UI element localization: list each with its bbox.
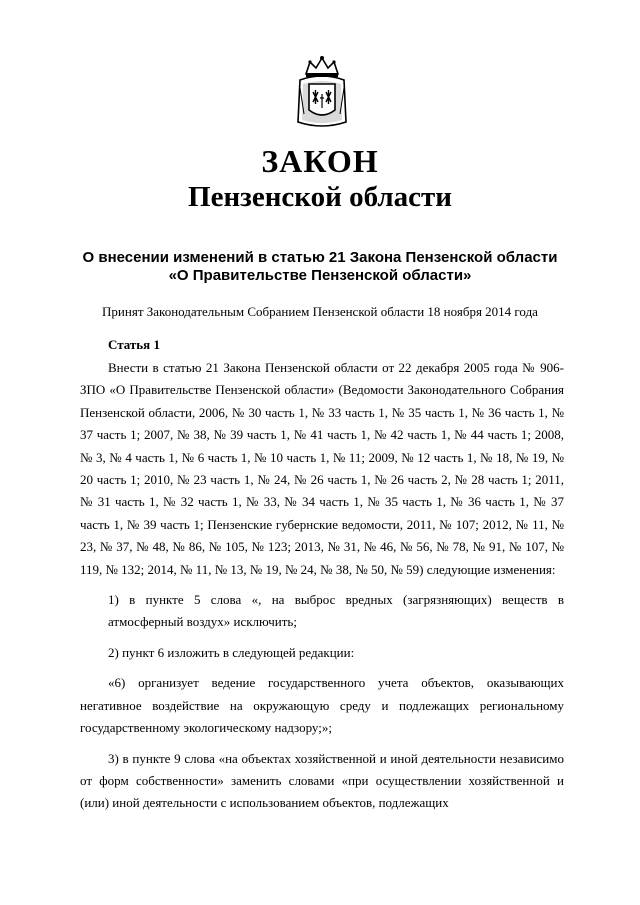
- law-title-line-2: «О Правительстве Пензенской области»: [168, 267, 472, 284]
- document-title: ЗАКОН: [261, 143, 379, 179]
- article-item-2-text: «6) организует ведение государственного учета объектов, оказывающих негативное воздействие на окружающую среду и подлежащих региональному государственному экологическому надзору;»;: [80, 675, 564, 736]
- document-subtitle: Пензенской области: [188, 181, 452, 213]
- accepted-date-line: Принят Законодательным Собранием Пензенской области 18 ноября 2014 года: [102, 304, 538, 319]
- article-item-1: 1) в пункте 5 слова «, на выброс вредных (загрязняющих) веществ в атмосферный воздух» исключить;: [108, 592, 564, 630]
- penza-coat-of-arms-icon: [296, 54, 348, 130]
- law-title-line-1: О внесении изменений в статью 21 Закона Пензенской области: [82, 249, 558, 266]
- article-heading: Статья 1: [108, 337, 160, 352]
- article-item-3: 3) в пункте 9 слова «на объектах хозяйственной и иной деятельности независимо от форм собственности» заменить словами «при осуществлении хозяйственной и (или) иной деятельности с использованием объектов, подлежащих: [80, 750, 564, 811]
- article-item-2: 2) пункт 6 изложить в следующей редакции:: [108, 644, 355, 660]
- article-intro-paragraph: Внести в статью 21 Закона Пензенской области от 22 декабря 2005 года № 906-ЗПО «О Правительстве Пензенской области» (Ведомости Законодательного Собрания Пензенской области, 2006, № 30 часть 1, № 33 часть 1, № 35 часть 1, № 36 часть 1, № 37 часть 1; 2007, № 38, № 39 часть 1, № 41 часть 1, № 42 часть 1, № 44 часть 1; 2008, № 3, № 4 часть 1, № 6 часть 1, № 10 часть 1, № 11; 2009, № 12 часть 1, № 18, № 19, № 20 часть 1; 2010, № 23 часть 1, № 24, № 26 часть 1, № 26 часть 2, № 28 часть 1; 2011, № 31 часть 1, № 32 часть 1, № 33, № 34 часть 1, № 35 часть 1, № 36 часть 1, № 37 часть 1, № 39 часть 1; Пензенские губернские ведомости, 2011, № 107; 2012, № 11, № 23, № 37, № 48, № 86, № 105, № 123; 2013, № 31, № 46, № 56, № 78, № 91, № 107, № 119, № 132; 2014, № 11, № 13, № 19, № 24, № 38, № 50, № 59) следующие изменения:: [80, 360, 564, 577]
- article-body: [80, 357, 564, 815]
